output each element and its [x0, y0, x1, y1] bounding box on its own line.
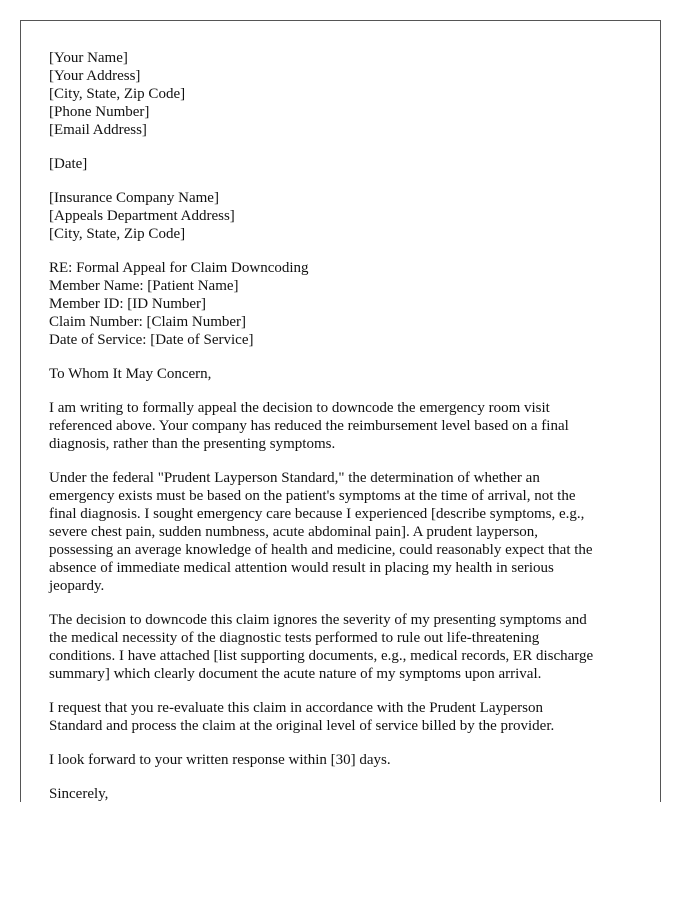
paragraph-line: the medical necessity of the diagnostic tests performed to rule out life-threatening	[49, 630, 540, 646]
member-name-line: Member Name: [Patient Name]	[49, 278, 239, 294]
letter-page	[20, 20, 661, 802]
reference-block	[49, 259, 639, 349]
closing-text: Sincerely,	[49, 786, 109, 802]
paragraph-line: I request that you re-evaluate this claim in accordance with the Prudent Layperson	[49, 700, 543, 716]
salutation-text: To Whom It May Concern,	[49, 366, 212, 382]
body-paragraph-4	[49, 699, 639, 735]
paragraph-line: I am writing to formally appeal the decision to downcode the emergency room visit	[49, 400, 550, 416]
paragraph-line: severe chest pain, sudden numbness, acute abdominal pain]. A prudent layperson,	[49, 524, 539, 540]
paragraph-line: Under the federal "Prudent Layperson Standard," the determination of whether an	[49, 470, 540, 486]
recipient-city-state-zip: [City, State, Zip Code]	[49, 226, 186, 242]
member-id-line: Member ID: [ID Number]	[49, 296, 207, 312]
subject-line: RE: Formal Appeal for Claim Downcoding	[49, 260, 309, 276]
recipient-block	[49, 189, 639, 243]
sender-address: [Your Address]	[49, 68, 141, 84]
paragraph-line: absence of immediate medical attention would result in placing my health in serious	[49, 560, 554, 576]
sender-city-state-zip: [City, State, Zip Code]	[49, 86, 186, 102]
paragraph-line: conditions. I have attached [list supporting documents, e.g., medical records, ER discharge	[49, 648, 594, 664]
sender-email: [Email Address]	[49, 122, 147, 138]
body-paragraph-3	[49, 611, 639, 683]
date-block	[49, 155, 639, 173]
paragraph-line: possessing an average knowledge of health and medicine, could reasonably expect that the	[49, 542, 593, 558]
paragraph-line: emergency exists must be based on the patient's symptoms at the time of arrival, not the	[49, 488, 576, 504]
paragraph-line: I look forward to your written response within [30] days.	[49, 752, 391, 768]
recipient-company: [Insurance Company Name]	[49, 190, 219, 206]
paragraph-line: final diagnosis. I sought emergency care because I experienced [describe symptoms, e.g.,	[49, 506, 585, 522]
sender-block	[49, 49, 639, 139]
letter-content	[49, 49, 639, 802]
letter-date: [Date]	[49, 156, 88, 172]
salutation	[49, 365, 639, 383]
date-of-service-line: Date of Service: [Date of Service]	[49, 332, 254, 348]
body-paragraph-1	[49, 399, 639, 453]
body-paragraph-5	[49, 751, 639, 769]
paragraph-line: Standard and process the claim at the original level of service billed by the provider.	[49, 718, 555, 734]
sender-name: [Your Name]	[49, 50, 128, 66]
paragraph-line: referenced above. Your company has reduced the reimbursement level based on a final	[49, 418, 569, 434]
paragraph-line: The decision to downcode this claim ignores the severity of my presenting symptoms and	[49, 612, 587, 628]
sender-phone: [Phone Number]	[49, 104, 150, 120]
body-paragraph-2	[49, 469, 639, 595]
paragraph-line: summary] which clearly document the acute nature of my symptoms upon arrival.	[49, 666, 542, 682]
claim-number-line: Claim Number: [Claim Number]	[49, 314, 247, 330]
paragraph-line: jeopardy.	[49, 578, 105, 594]
closing-block	[49, 785, 639, 802]
recipient-department-address: [Appeals Department Address]	[49, 208, 235, 224]
paragraph-line: diagnosis, rather than the presenting symptoms.	[49, 436, 336, 452]
